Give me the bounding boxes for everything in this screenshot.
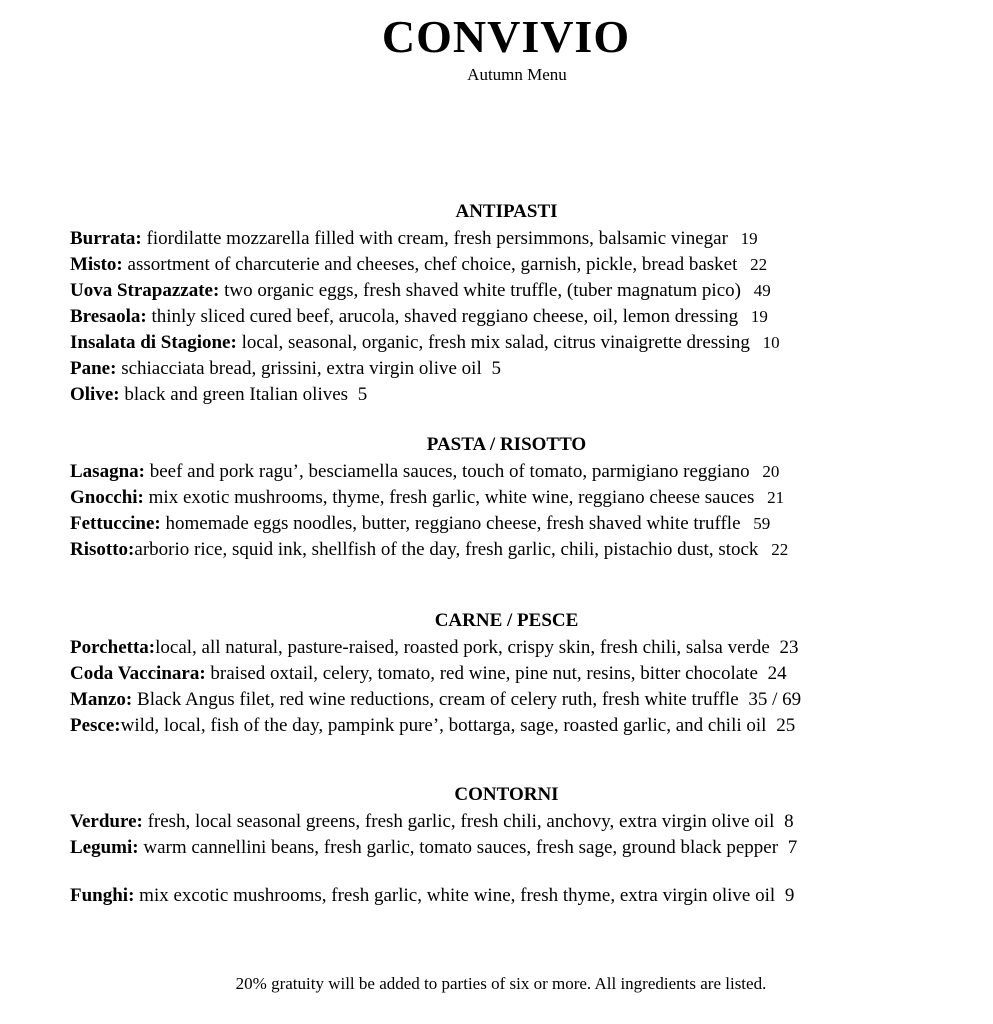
item-price: 23 — [779, 637, 799, 658]
item-description: arborio rice, squid ink, shellfish of the day, fresh garlic, chili, pistachio dust, stock — [134, 539, 759, 560]
item-price: 25 — [776, 715, 796, 736]
item-name: Funghi: — [70, 885, 135, 906]
item-price: 5 — [357, 384, 368, 405]
item-price: 9 — [784, 885, 795, 906]
item-description: braised oxtail, celery, tomato, red wine, pine nut, resins, bitter chocolate — [210, 663, 758, 684]
item-description: homemade eggs noodles, butter, reggiano cheese, fresh shaved white truffle — [165, 513, 741, 534]
item-name: Porchetta: — [70, 637, 156, 658]
section-carne-pesce — [70, 609, 950, 739]
item-price: 22 — [771, 540, 789, 559]
item-price: 35 / 69 — [748, 689, 802, 710]
item-name: Gnocchi: — [70, 487, 144, 508]
gratuity-note: 20% gratuity will be added to parties of six or more. All ingredients are listed. — [235, 974, 767, 993]
item-name: Lasagna: — [70, 461, 145, 482]
restaurant-title: CONVIVIO — [381, 11, 631, 62]
item-description: two organic eggs, fresh shaved white truffle, (tuber magnatum pico) — [224, 280, 741, 301]
item-description: beef and pork ragu’, besciamella sauces, touch of tomato, parmigiano reggiano — [149, 461, 750, 482]
item-price: 24 — [767, 663, 787, 684]
item-name: Misto: — [70, 254, 123, 275]
item-price: 59 — [753, 514, 771, 533]
menu-item — [70, 537, 950, 563]
section-pasta-risotto — [70, 433, 950, 563]
item-description: wild, local, fish of the day, pampink pure’, bottarga, sage, roasted garlic, and chili oil — [120, 715, 767, 736]
item-description: fiordilatte mozzarella filled with cream, fresh persimmons, balsamic vinegar — [146, 228, 728, 249]
item-name: Manzo: — [70, 689, 133, 710]
item-price: 19 — [740, 229, 758, 248]
item-description: local, seasonal, organic, fresh mix salad, citrus vinaigrette dressing — [241, 332, 750, 353]
item-price: 21 — [767, 488, 785, 507]
menu-item — [70, 382, 950, 408]
item-description: mix exotic mushrooms, thyme, fresh garlic, white wine, reggiano cheese sauces — [148, 487, 755, 508]
menu-item — [70, 252, 950, 278]
menu-item — [70, 278, 950, 304]
item-description: thinly sliced cured beef, arucola, shaved reggiano cheese, oil, lemon dressing — [151, 306, 739, 327]
menu-item — [70, 635, 950, 661]
item-name: Insalata di Stagione: — [70, 332, 237, 353]
menu-item — [70, 687, 950, 713]
item-name: Legumi: — [70, 837, 139, 858]
item-name: Risotto: — [70, 539, 135, 560]
item-description: assortment of charcuterie and cheeses, chef choice, garnish, pickle, bread basket — [127, 254, 738, 275]
menu-item — [70, 835, 950, 861]
item-description: fresh, local seasonal greens, fresh garlic, fresh chili, anchovy, extra virgin olive oil — [147, 811, 775, 832]
item-price: 5 — [491, 358, 501, 379]
section-heading: CARNE / PESCE — [434, 610, 579, 631]
section-contorni — [70, 783, 950, 909]
menu-subtitle: Autumn Menu — [467, 65, 567, 84]
menu-item — [70, 226, 950, 252]
menu-item — [70, 883, 950, 909]
item-description: black and green Italian olives — [124, 384, 349, 405]
item-description: mix excotic mushrooms, fresh garlic, white wine, fresh thyme, extra virgin olive oil — [139, 885, 776, 906]
menu-item — [70, 304, 950, 330]
item-description: local, all natural, pasture-raised, roasted pork, crispy skin, fresh chili, salsa verde — [155, 637, 770, 658]
menu-item — [70, 459, 950, 485]
menu-item — [70, 809, 950, 835]
item-name: Pesce: — [70, 715, 121, 736]
item-description: Black Angus filet, red wine reductions, cream of celery ruth, fresh white truffle — [137, 689, 739, 710]
item-price: 8 — [784, 811, 794, 832]
menu-item — [70, 713, 950, 739]
item-name: Coda Vaccinara: — [70, 663, 206, 684]
item-price: 49 — [753, 281, 771, 300]
item-name: Fettuccine: — [70, 513, 161, 534]
item-price: 10 — [762, 333, 780, 352]
menu-item — [70, 511, 950, 537]
menu-item — [70, 356, 950, 382]
item-name: Verdure: — [70, 811, 143, 832]
item-price: 22 — [750, 255, 768, 274]
menu-item — [70, 330, 950, 356]
item-description: warm cannellini beans, fresh garlic, tomato sauces, fresh sage, ground black pepper — [143, 837, 779, 858]
item-name: Pane: — [70, 358, 117, 379]
section-heading: PASTA / RISOTTO — [426, 434, 587, 455]
item-name: Olive: — [70, 384, 120, 405]
item-name: Bresaola: — [70, 306, 147, 327]
item-name: Uova Strapazzate: — [70, 280, 220, 301]
item-price: 20 — [762, 462, 780, 481]
menu-item — [70, 485, 950, 511]
section-heading: CONTORNI — [454, 784, 559, 805]
item-price: 19 — [750, 307, 768, 326]
item-price: 7 — [787, 837, 798, 858]
item-description: schiacciata bread, grissini, extra virgin olive oil — [121, 358, 482, 379]
section-antipasti — [70, 200, 950, 408]
menu-item — [70, 661, 950, 687]
item-name: Burrata: — [70, 228, 142, 249]
section-heading: ANTIPASTI — [455, 201, 558, 222]
